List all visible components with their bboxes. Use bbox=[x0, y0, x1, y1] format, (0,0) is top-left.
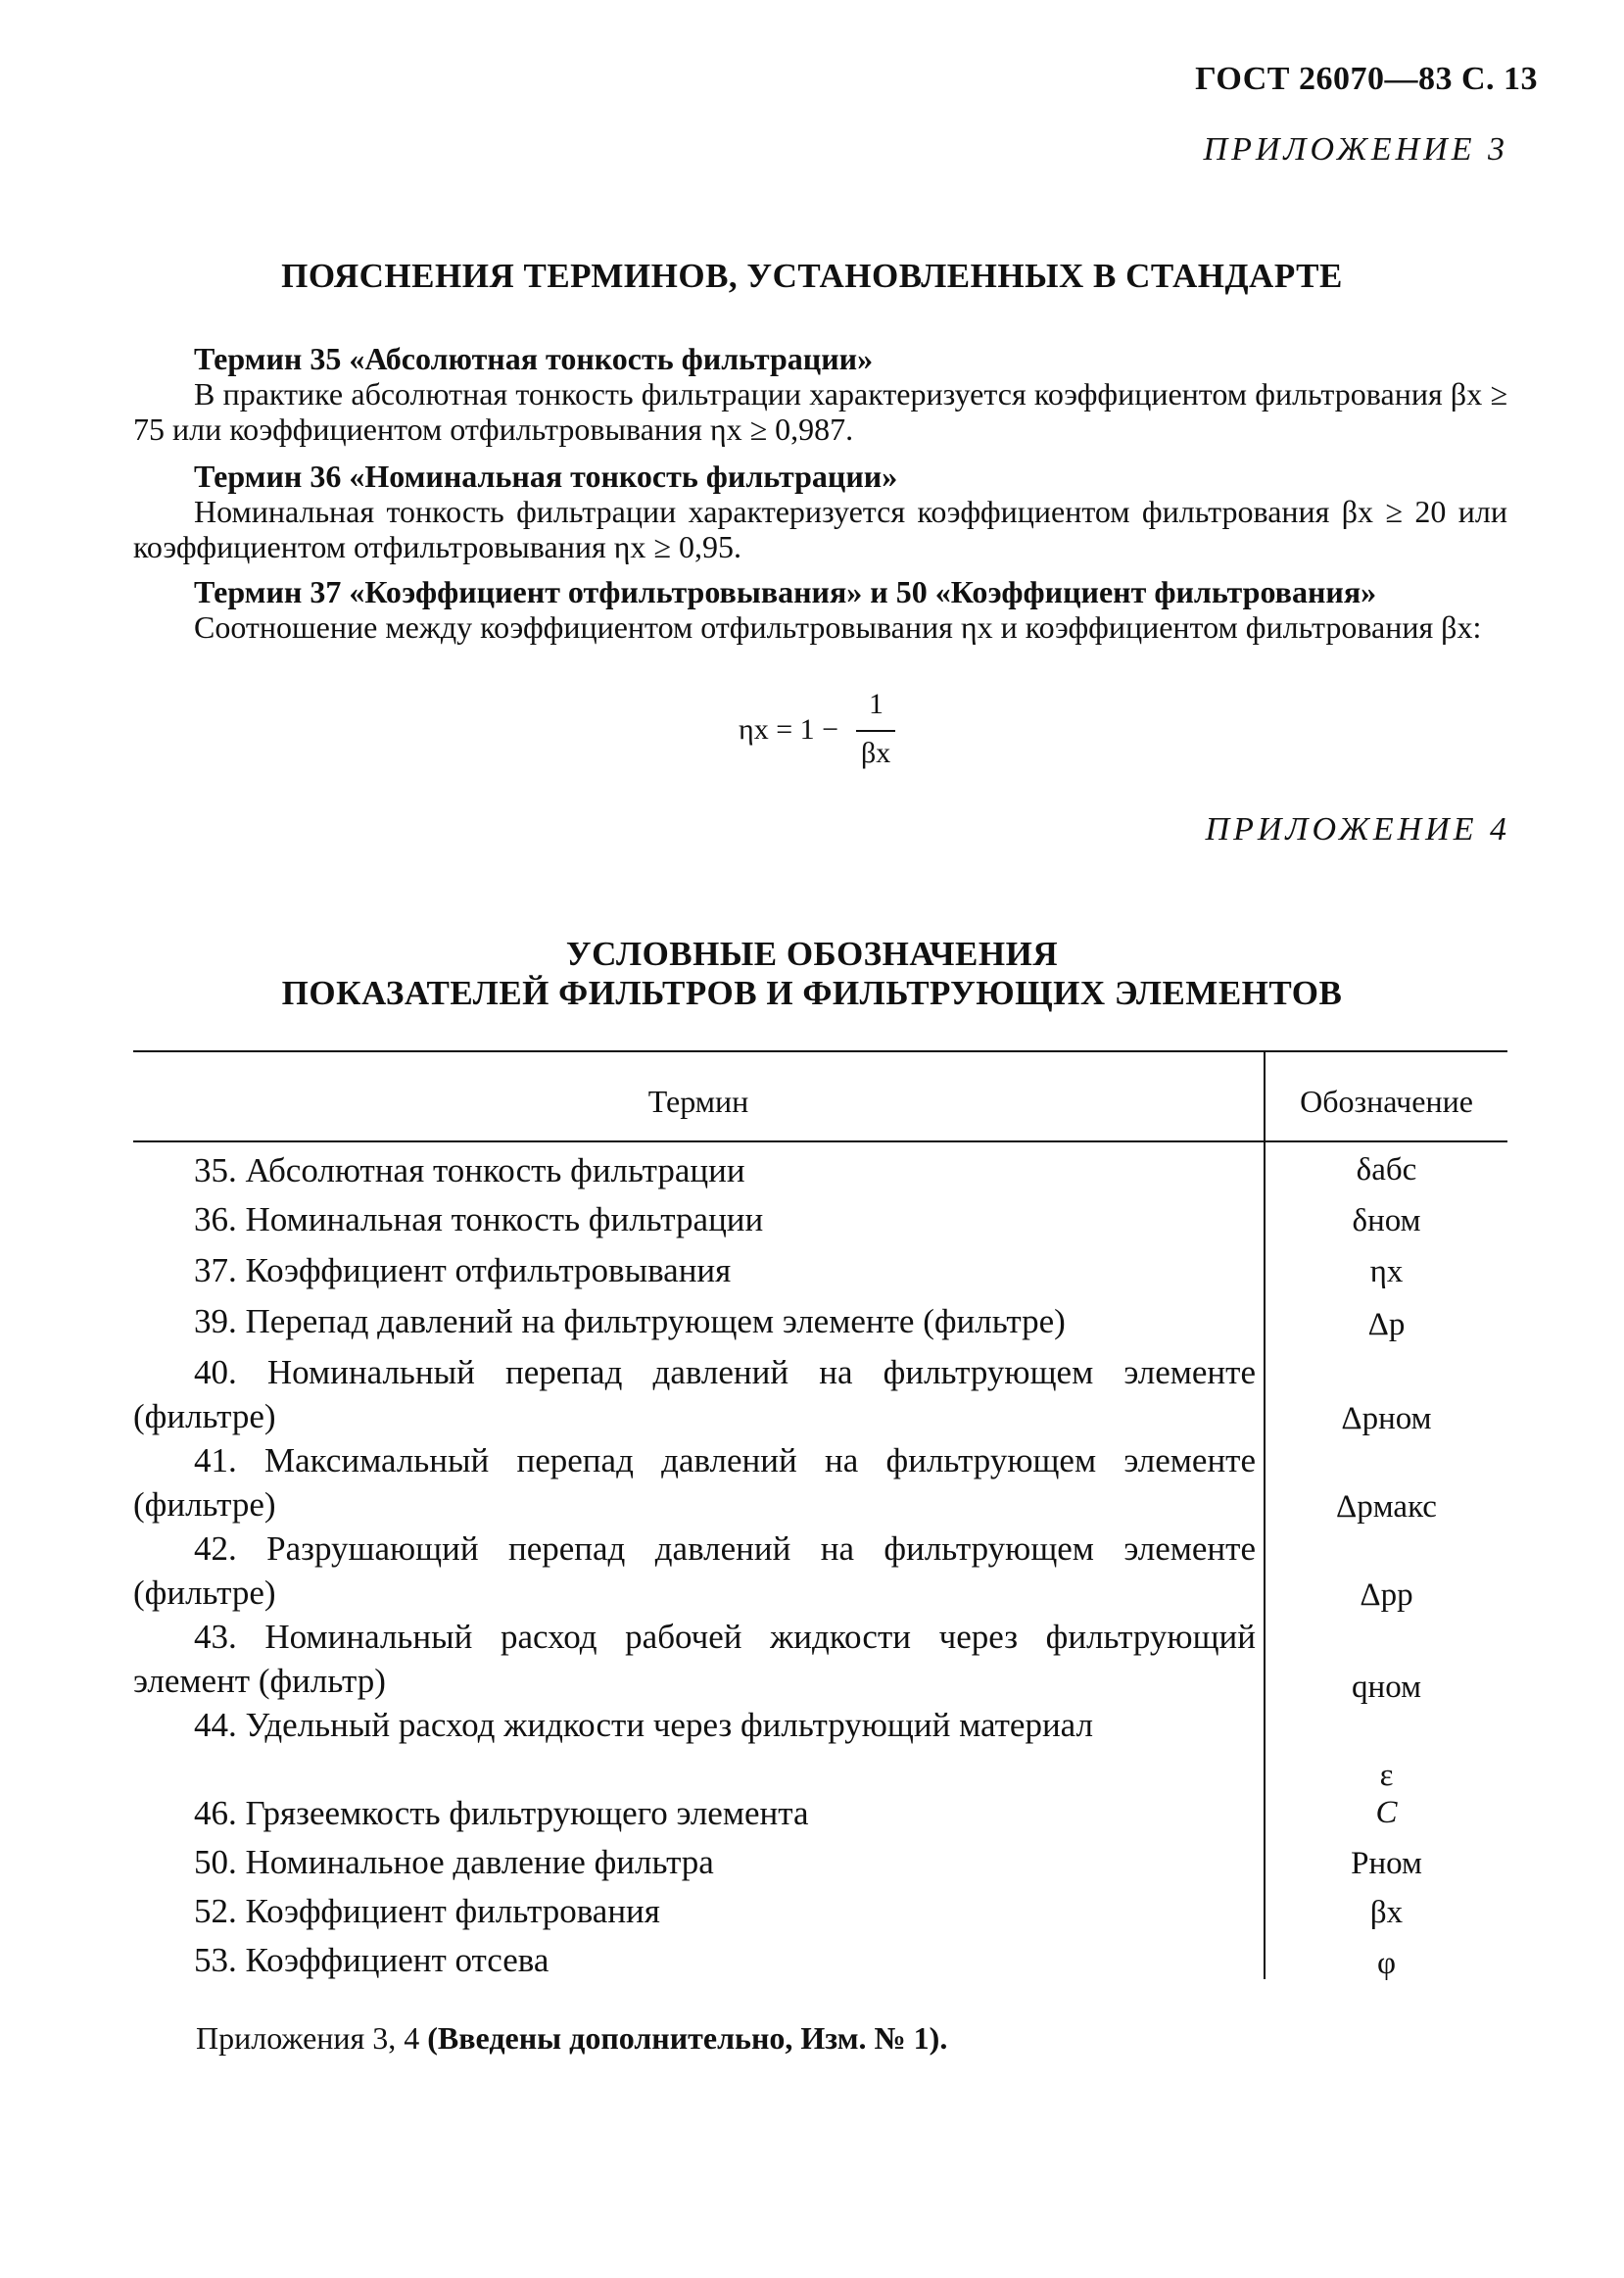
table-row-symbol: δабс bbox=[1356, 1152, 1417, 1187]
term-37-50-heading: Термин 37 «Коэффициент отфильтровывания» и 50 «Коэффициент фильтрования» bbox=[194, 574, 1377, 609]
footer-note bbox=[196, 2020, 947, 2057]
table-row-term: 40. Номинальный перепад давлений на фильтрующем элементе (фильтре) bbox=[133, 1353, 1256, 1435]
table-row-symbol: Pном bbox=[1351, 1846, 1422, 1881]
formula-denominator: βx bbox=[861, 737, 891, 769]
table-row-term: 53. Коэффициент отсева bbox=[194, 1941, 549, 1979]
table-row-term: 42. Разрушающий перепад давлений на фильтрующем элементе (фильтре) bbox=[133, 1529, 1256, 1612]
footer-note-plain: Приложения 3, 4 bbox=[196, 2020, 420, 2056]
appendix-4-title-line2: ПОКАЗАТЕЛЕЙ ФИЛЬТРОВ И ФИЛЬТРУЮЩИХ ЭЛЕМЕНТОВ bbox=[281, 974, 1343, 1012]
table-row-term: 41. Максимальный перепад давлений на фильтрующем элементе (фильтре) bbox=[133, 1441, 1256, 1524]
table-header-symbol: Обозначение bbox=[1300, 1084, 1473, 1119]
table-row-term: 52. Коэффициент фильтрования bbox=[194, 1892, 660, 1930]
table-row-term: 50. Номинальное давление фильтра bbox=[194, 1843, 714, 1881]
appendix-3-title: ПОЯСНЕНИЯ ТЕРМИНОВ, УСТАНОВЛЕННЫХ В СТАНДАРТЕ bbox=[281, 257, 1343, 295]
table-row-term: 43. Номинальный расход рабочей жидкости через фильтрующий элемент (фильтр) bbox=[133, 1618, 1256, 1700]
appendix-4-title-line1: УСЛОВНЫЕ ОБОЗНАЧЕНИЯ bbox=[565, 935, 1059, 973]
table-row-term: 36. Номинальная тонкость фильтрации bbox=[194, 1200, 764, 1238]
term-35-heading: Термин 35 «Абсолютная тонкость фильтрации» bbox=[194, 341, 874, 376]
term-36-block bbox=[133, 459, 1507, 564]
table-row-term: 37. Коэффициент отфильтровывания bbox=[194, 1251, 732, 1289]
table-row-symbol: Δp bbox=[1367, 1307, 1406, 1342]
fraction-bar bbox=[856, 730, 895, 732]
term-36-heading: Термин 36 «Номинальная тонкость фильтрации» bbox=[194, 459, 898, 494]
table-row-symbol: Δpном bbox=[1341, 1401, 1432, 1436]
table-row-symbol: Δpр bbox=[1360, 1577, 1413, 1613]
table-row-symbol: qном bbox=[1352, 1670, 1421, 1705]
term-35-block bbox=[133, 341, 1507, 447]
footer-note-bold: (Введены дополнительно, Изм. № 1). bbox=[427, 2020, 948, 2056]
table-row-symbol: δном bbox=[1352, 1203, 1421, 1238]
term-37-50-text: Соотношение между коэффициентом отфильтровывания ηx и коэффициентом фильтрования βx: bbox=[194, 609, 1482, 645]
table-row-term: 46. Грязеемкость фильтрующего элемента bbox=[194, 1794, 809, 1832]
table-row-term: 35. Абсолютная тонкость фильтрации bbox=[194, 1151, 745, 1189]
appendix-4-label: ПРИЛОЖЕНИЕ 4 bbox=[1205, 811, 1510, 848]
table-row-symbol: C bbox=[1375, 1795, 1398, 1830]
table-row-symbol: φ bbox=[1376, 1946, 1397, 1981]
table-top-rule bbox=[133, 1050, 1507, 1052]
appendix-4-title bbox=[0, 935, 1624, 1013]
table-header-term: Термин bbox=[647, 1084, 749, 1119]
term-36-text: Номинальная тонкость фильтрации характеризуется коэффициентом фильтрования βx ≥ 20 или коэффициентом отфильтровывания ηx ≥ 0,95. bbox=[133, 494, 1507, 564]
table-row-term: 44. Удельный расход жидкости через фильтрующий материал bbox=[194, 1706, 1093, 1744]
table-row-symbol: Δpмакс bbox=[1336, 1489, 1437, 1525]
term-35-text: В практике абсолютная тонкость фильтрации характеризуется коэффициентом фильтрования βx ≥ 75 или коэффициентом отфильтровывания ηx ≥ 0,987. bbox=[133, 376, 1507, 447]
formula-lhs: ηx = 1 − bbox=[739, 713, 839, 746]
table-header-rule bbox=[133, 1140, 1507, 1142]
page-header-gost: ГОСТ 26070—83 С. 13 bbox=[1195, 61, 1538, 97]
formula-numerator: 1 bbox=[869, 688, 884, 720]
term-37-50-block bbox=[133, 574, 1507, 645]
table-row-symbol: ηx bbox=[1369, 1254, 1404, 1289]
table-row-term: 39. Перепад давлений на фильтрующем элементе (фильтре) bbox=[194, 1302, 1066, 1340]
table-row-symbol: ε bbox=[1379, 1758, 1394, 1793]
table-row-symbol: βx bbox=[1369, 1895, 1404, 1930]
appendix-3-label: ПРИЛОЖЕНИЕ 3 bbox=[1203, 131, 1508, 168]
